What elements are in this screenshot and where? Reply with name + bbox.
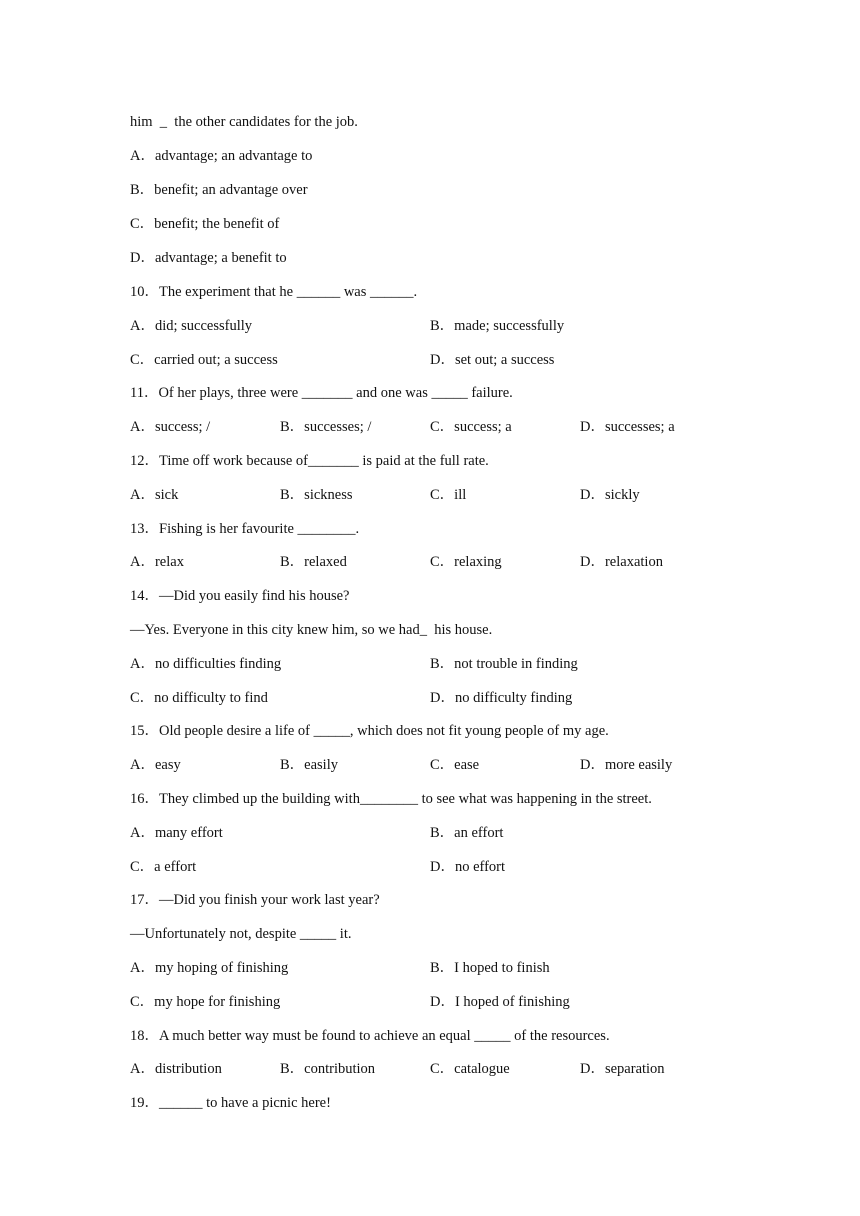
question-14-text: 14．—Did you easily find his house? bbox=[130, 588, 350, 604]
q18-option-d: D．separation bbox=[580, 1061, 665, 1077]
q12-option-c: C．ill bbox=[430, 487, 467, 503]
q16-option-c: C．a effort bbox=[130, 859, 197, 875]
q18-options bbox=[130, 1060, 750, 1078]
q14-options-row-2 bbox=[130, 689, 750, 707]
question-14-dialogue: —Yes. Everyone in this city knew him, so we had_ his house. bbox=[130, 622, 493, 638]
q15-option-c: C．ease bbox=[430, 757, 480, 773]
q14-option-d: D．no difficulty finding bbox=[430, 690, 573, 706]
q16-options-row-2 bbox=[130, 858, 750, 876]
q13-option-a: A．relax bbox=[130, 554, 184, 570]
q14-options-row-1 bbox=[130, 655, 750, 673]
q17-options-row-2 bbox=[130, 993, 750, 1011]
q9-option-a: A．advantage; an advantage to bbox=[130, 148, 313, 164]
q11-option-c: C．success; a bbox=[430, 419, 512, 435]
q13-option-c: C．relaxing bbox=[430, 554, 502, 570]
q16-option-b: B．an effort bbox=[430, 825, 504, 841]
question-10-text: 10．The experiment that he ______ was ______. bbox=[130, 284, 418, 300]
q13-options bbox=[130, 553, 750, 571]
q12-option-b: B．sickness bbox=[280, 487, 353, 503]
question-9-text: him _ the other candidates for the job. bbox=[130, 114, 358, 130]
q18-option-a: A．distribution bbox=[130, 1061, 222, 1077]
q14-option-b: B．not trouble in finding bbox=[430, 656, 578, 672]
q11-option-d: D．successes; a bbox=[580, 419, 675, 435]
question-16-text: 16．They climbed up the building with________ to see what was happening in the street. bbox=[130, 791, 652, 807]
q16-option-a: A．many effort bbox=[130, 825, 223, 841]
q14-option-c: C．no difficulty to find bbox=[130, 690, 268, 706]
question-13-text: 13．Fishing is her favourite ________. bbox=[130, 521, 360, 537]
q17-option-d: D．I hoped of finishing bbox=[430, 994, 570, 1010]
q13-option-d: D．relaxation bbox=[580, 554, 663, 570]
q12-options bbox=[130, 486, 750, 504]
q15-options bbox=[130, 756, 750, 774]
q17-options-row-1 bbox=[130, 959, 750, 977]
question-19-text: 19．______ to have a picnic here! bbox=[130, 1095, 331, 1111]
q16-options-row-1 bbox=[130, 824, 750, 842]
q9-option-c: C．benefit; the benefit of bbox=[130, 216, 280, 232]
q12-option-d: D．sickly bbox=[580, 487, 640, 503]
q12-option-a: A．sick bbox=[130, 487, 179, 503]
q15-option-b: B．easily bbox=[280, 757, 338, 773]
q10-option-b: B．made; successfully bbox=[430, 318, 565, 334]
q16-option-d: D．no effort bbox=[430, 859, 506, 875]
q18-option-b: B．contribution bbox=[280, 1061, 376, 1077]
q11-options bbox=[130, 418, 750, 436]
q18-option-c: C．catalogue bbox=[430, 1061, 510, 1077]
q15-option-d: D．more easily bbox=[580, 757, 673, 773]
question-11-text: 11．Of her plays, three were _______ and one was _____ failure. bbox=[130, 385, 513, 401]
q17-option-b: B．I hoped to finish bbox=[430, 960, 550, 976]
q9-option-b: B．benefit; an advantage over bbox=[130, 182, 308, 198]
q10-option-d: D．set out; a success bbox=[430, 352, 555, 368]
q10-option-a: A．did; successfully bbox=[130, 318, 253, 334]
q11-option-b: B．successes; / bbox=[280, 419, 372, 435]
q11-option-a: A．success; / bbox=[130, 419, 211, 435]
q10-options-row-1 bbox=[130, 317, 750, 335]
question-12-text: 12．Time off work because of_______ is paid at the full rate. bbox=[130, 453, 489, 469]
q14-option-a: A．no difficulties finding bbox=[130, 656, 282, 672]
q15-option-a: A．easy bbox=[130, 757, 181, 773]
q10-options-row-2 bbox=[130, 351, 750, 369]
question-15-text: 15．Old people desire a life of _____, which does not fit young people of my age. bbox=[130, 723, 609, 739]
question-17-text: 17．—Did you finish your work last year? bbox=[130, 892, 380, 908]
q17-option-a: A．my hoping of finishing bbox=[130, 960, 289, 976]
question-18-text: 18．A much better way must be found to achieve an equal _____ of the resources. bbox=[130, 1028, 610, 1044]
q10-option-c: C．carried out; a success bbox=[130, 352, 278, 368]
q17-option-c: C．my hope for finishing bbox=[130, 994, 281, 1010]
q9-option-d: D．advantage; a benefit to bbox=[130, 250, 287, 266]
question-17-dialogue: —Unfortunately not, despite _____ it. bbox=[130, 926, 352, 942]
q13-option-b: B．relaxed bbox=[280, 554, 347, 570]
